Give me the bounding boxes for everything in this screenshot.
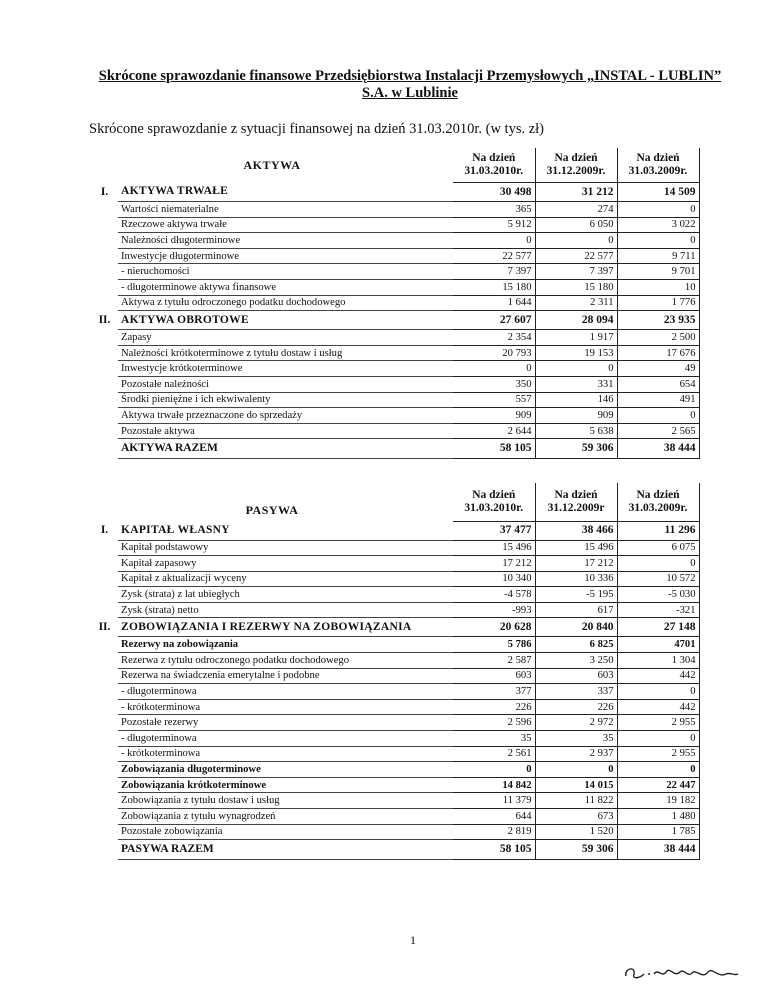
row-roman-numeral — [91, 602, 118, 618]
row-label: Wartości niematerialne — [118, 202, 453, 218]
row-label: Zysk (strata) z lat ubiegłych — [118, 587, 453, 603]
row-value-col2: 2 972 — [535, 715, 617, 731]
row-value-col2: -5 195 — [535, 587, 617, 603]
pasywa-row — [91, 521, 699, 540]
aktywa-row — [91, 361, 699, 377]
row-value-col2: 6 825 — [535, 637, 617, 653]
row-value-col2: 6 050 — [535, 217, 617, 233]
row-label: - krótkoterminowa — [118, 699, 453, 715]
row-value-col2: 1 520 — [535, 824, 617, 840]
row-value-col3: 4701 — [617, 637, 699, 653]
row-value-col2: 14 015 — [535, 777, 617, 793]
row-roman-numeral — [91, 571, 118, 587]
row-value-col1: 27 607 — [453, 311, 535, 330]
row-value-col2: 1 917 — [535, 330, 617, 346]
row-value-col3: 38 444 — [617, 840, 699, 860]
pasywa-header: PASYWA — [245, 503, 299, 517]
row-value-col2: 59 306 — [535, 840, 617, 860]
row-roman-numeral — [91, 392, 118, 408]
row-value-col3: 6 075 — [617, 540, 699, 556]
row-value-col2: 15 496 — [535, 540, 617, 556]
aktywa-header-row — [91, 148, 699, 183]
row-value-col3: 442 — [617, 699, 699, 715]
handwritten-signature — [622, 958, 742, 988]
row-value-col2: 17 212 — [535, 556, 617, 572]
row-roman-numeral — [91, 809, 118, 825]
aktywa-row — [91, 345, 699, 361]
row-value-col2: 0 — [535, 233, 617, 249]
row-label: Rezerwa na świadczenia emerytalne i podobne — [118, 668, 453, 684]
row-roman-numeral — [91, 762, 118, 778]
aktywa-row — [91, 202, 699, 218]
row-value-col3: -5 030 — [617, 587, 699, 603]
row-label: AKTYWA TRWAŁE — [118, 183, 453, 202]
document-subtitle: Skrócone sprawozdanie z sytuacji finansowej na dzień 31.03.2010r. (w tys. zł) — [89, 121, 545, 137]
row-value-col3: 11 296 — [617, 521, 699, 540]
row-label: AKTYWA RAZEM — [118, 439, 453, 459]
aktywa-row — [91, 183, 699, 202]
row-roman-numeral — [91, 715, 118, 731]
row-label: Rezerwy na zobowiązania — [118, 637, 453, 653]
row-value-col3: 2 955 — [617, 715, 699, 731]
row-roman-numeral — [91, 824, 118, 840]
row-label: Zobowiązania długoterminowe — [118, 762, 453, 778]
row-value-col1: 20 628 — [453, 618, 535, 637]
pasywa-row — [91, 762, 699, 778]
row-value-col1: 15 180 — [453, 279, 535, 295]
row-roman-numeral — [91, 295, 118, 311]
row-label: ZOBOWIĄZANIA I REZERWY NA ZOBOWIĄZANIA — [118, 618, 453, 637]
row-value-col2: 35 — [535, 731, 617, 747]
row-value-col2: 31 212 — [535, 183, 617, 202]
row-label: Inwestycje długoterminowe — [118, 248, 453, 264]
row-value-col3: 9 701 — [617, 264, 699, 280]
row-label: - nieruchomości — [118, 264, 453, 280]
row-roman-numeral — [91, 423, 118, 439]
row-roman-numeral — [91, 793, 118, 809]
row-roman-numeral — [91, 699, 118, 715]
row-roman-numeral — [91, 279, 118, 295]
row-value-col2: 10 336 — [535, 571, 617, 587]
row-label: Zysk (strata) netto — [118, 602, 453, 618]
row-value-col1: 226 — [453, 699, 535, 715]
pasywa-row — [91, 809, 699, 825]
row-value-col3: 0 — [617, 762, 699, 778]
pasywa-col-1: Na dzień 31.03.2010r. — [453, 483, 535, 521]
row-roman-numeral — [91, 248, 118, 264]
row-value-col3: 1 480 — [617, 809, 699, 825]
row-label: Pozostałe aktywa — [118, 423, 453, 439]
row-value-col1: 644 — [453, 809, 535, 825]
row-roman-numeral — [91, 233, 118, 249]
row-value-col1: 35 — [453, 731, 535, 747]
row-value-col2: 603 — [535, 668, 617, 684]
row-roman-numeral — [91, 637, 118, 653]
pasywa-header-row — [91, 483, 699, 521]
row-value-col3: 10 572 — [617, 571, 699, 587]
pasywa-row — [91, 571, 699, 587]
pasywa-row — [91, 684, 699, 700]
row-value-col2: 20 840 — [535, 618, 617, 637]
row-roman-numeral — [91, 731, 118, 747]
row-value-col1: 5 912 — [453, 217, 535, 233]
row-roman-numeral — [91, 361, 118, 377]
row-label: - długoterminowa — [118, 684, 453, 700]
row-value-col2: 38 466 — [535, 521, 617, 540]
pasywa-row — [91, 556, 699, 572]
row-value-col2: 11 822 — [535, 793, 617, 809]
row-label: - długoterminowa — [118, 731, 453, 747]
row-value-col1: 2 561 — [453, 746, 535, 762]
aktywa-col-1: Na dzień 31.03.2010r. — [453, 148, 535, 183]
pasywa-row — [91, 824, 699, 840]
pasywa-row — [91, 793, 699, 809]
row-label: Aktywa z tytułu odroczonego podatku dochodowego — [118, 295, 453, 311]
row-value-col2: 22 577 — [535, 248, 617, 264]
row-value-col2: 0 — [535, 361, 617, 377]
row-label: Kapitał podstawowy — [118, 540, 453, 556]
row-label: Zobowiązania z tytułu wynagrodzeń — [118, 809, 453, 825]
row-value-col3: 0 — [617, 684, 699, 700]
row-roman-numeral — [91, 439, 118, 459]
row-label: Zobowiązania z tytułu dostaw i usług — [118, 793, 453, 809]
row-label: Pozostałe rezerwy — [118, 715, 453, 731]
row-value-col2: 337 — [535, 684, 617, 700]
row-value-col3: 2 955 — [617, 746, 699, 762]
pasywa-row — [91, 840, 699, 860]
aktywa-row — [91, 295, 699, 311]
aktywa-row — [91, 439, 699, 459]
row-value-col1: 0 — [453, 762, 535, 778]
row-roman-numeral: II. — [98, 313, 111, 326]
row-value-col1: 30 498 — [453, 183, 535, 202]
row-roman-numeral — [91, 587, 118, 603]
row-value-col1: 5 786 — [453, 637, 535, 653]
row-roman-numeral — [91, 746, 118, 762]
row-value-col2: 673 — [535, 809, 617, 825]
row-value-col1: 603 — [453, 668, 535, 684]
row-roman-numeral: I. — [100, 185, 109, 198]
row-value-col3: 1 785 — [617, 824, 699, 840]
aktywa-row — [91, 376, 699, 392]
row-label: Kapitał z aktualizacji wyceny — [118, 571, 453, 587]
row-value-col2: 7 397 — [535, 264, 617, 280]
row-value-col3: 17 676 — [617, 345, 699, 361]
row-value-col2: 331 — [535, 376, 617, 392]
pasywa-row — [91, 715, 699, 731]
row-value-col3: 654 — [617, 376, 699, 392]
row-roman-numeral — [91, 202, 118, 218]
aktywa-row — [91, 423, 699, 439]
row-value-col3: 0 — [617, 408, 699, 424]
row-value-col1: 20 793 — [453, 345, 535, 361]
row-value-col2: 19 153 — [535, 345, 617, 361]
page-number: 1 — [410, 933, 416, 947]
row-value-col1: 1 644 — [453, 295, 535, 311]
row-value-col2: 5 638 — [535, 423, 617, 439]
row-value-col1: 2 354 — [453, 330, 535, 346]
row-value-col3: 19 182 — [617, 793, 699, 809]
row-value-col3: 3 022 — [617, 217, 699, 233]
row-roman-numeral: II. — [98, 620, 111, 633]
row-roman-numeral — [91, 668, 118, 684]
row-value-col2: 2 311 — [535, 295, 617, 311]
row-value-col3: 0 — [617, 731, 699, 747]
row-value-col3: 1 776 — [617, 295, 699, 311]
row-value-col2: 15 180 — [535, 279, 617, 295]
row-label: AKTYWA OBROTOWE — [118, 311, 453, 330]
aktywa-row — [91, 233, 699, 249]
row-value-col1: 0 — [453, 361, 535, 377]
aktywa-col-3: Na dzień 31.03.2009r. — [617, 148, 699, 183]
row-roman-numeral — [91, 264, 118, 280]
row-value-col2: 0 — [535, 762, 617, 778]
row-value-col2: 909 — [535, 408, 617, 424]
row-value-col2: 3 250 — [535, 653, 617, 669]
row-value-col2: 617 — [535, 602, 617, 618]
row-value-col3: 2 565 — [617, 423, 699, 439]
row-roman-numeral — [91, 345, 118, 361]
pasywa-row — [91, 618, 699, 637]
row-value-col3: 0 — [617, 233, 699, 249]
row-value-col1: 17 212 — [453, 556, 535, 572]
row-value-col1: 0 — [453, 233, 535, 249]
row-value-col3: 0 — [617, 202, 699, 218]
pasywa-row — [91, 540, 699, 556]
aktywa-row — [91, 330, 699, 346]
row-value-col1: 14 842 — [453, 777, 535, 793]
row-value-col3: 0 — [617, 556, 699, 572]
pasywa-col-3: Na dzień 31.03.2009r. — [617, 483, 699, 521]
aktywa-row — [91, 217, 699, 233]
row-roman-numeral — [91, 330, 118, 346]
row-label: Aktywa trwałe przeznaczone do sprzedaży — [118, 408, 453, 424]
row-value-col3: 27 148 — [617, 618, 699, 637]
row-roman-numeral — [91, 777, 118, 793]
row-value-col2: 28 094 — [535, 311, 617, 330]
row-label: Środki pieniężne i ich ekwiwalenty — [118, 392, 453, 408]
row-label: Pozostałe należności — [118, 376, 453, 392]
row-value-col3: 9 711 — [617, 248, 699, 264]
row-label: Kapitał zapasowy — [118, 556, 453, 572]
pasywa-row — [91, 587, 699, 603]
row-value-col1: 58 105 — [453, 439, 535, 459]
pasywa-row — [91, 637, 699, 653]
row-value-col2: 226 — [535, 699, 617, 715]
row-value-col3: 442 — [617, 668, 699, 684]
row-label: Należności krótkoterminowe z tytułu dostaw i usług — [118, 345, 453, 361]
row-value-col1: 377 — [453, 684, 535, 700]
row-label: - długoterminowe aktywa finansowe — [118, 279, 453, 295]
row-value-col1: 2 644 — [453, 423, 535, 439]
aktywa-row — [91, 264, 699, 280]
row-value-col1: 350 — [453, 376, 535, 392]
aktywa-col-2: Na dzień 31.12.2009r. — [535, 148, 617, 183]
row-value-col3: 2 500 — [617, 330, 699, 346]
row-value-col1: 10 340 — [453, 571, 535, 587]
aktywa-row — [91, 408, 699, 424]
aktywa-row — [91, 248, 699, 264]
row-value-col1: 37 477 — [453, 521, 535, 540]
row-value-col2: 59 306 — [535, 439, 617, 459]
row-label: Inwestycje krótkoterminowe — [118, 361, 453, 377]
aktywa-row — [91, 279, 699, 295]
row-label: Należności długoterminowe — [118, 233, 453, 249]
row-value-col3: -321 — [617, 602, 699, 618]
aktywa-header: AKTYWA — [243, 157, 301, 172]
row-value-col3: 22 447 — [617, 777, 699, 793]
row-roman-numeral: I. — [100, 524, 109, 536]
document-title: Skrócone sprawozdanie finansowe Przedsiębiorstwa Instalacji Przemysłowych „INSTAL - LUBLIN” S.A. w Lublinie — [98, 68, 722, 101]
row-roman-numeral — [91, 840, 118, 860]
row-value-col1: 2 819 — [453, 824, 535, 840]
row-label: Pozostałe zobowiązania — [118, 824, 453, 840]
row-value-col3: 1 304 — [617, 653, 699, 669]
row-value-col1: 11 379 — [453, 793, 535, 809]
row-value-col1: 58 105 — [453, 840, 535, 860]
row-roman-numeral — [91, 540, 118, 556]
row-value-col1: 15 496 — [453, 540, 535, 556]
pasywa-row — [91, 731, 699, 747]
row-roman-numeral — [91, 684, 118, 700]
aktywa-row — [91, 392, 699, 408]
row-value-col2: 2 937 — [535, 746, 617, 762]
row-value-col1: 365 — [453, 202, 535, 218]
row-label: Rezerwa z tytułu odroczonego podatku dochodowego — [118, 653, 453, 669]
row-roman-numeral — [91, 408, 118, 424]
row-value-col3: 10 — [617, 279, 699, 295]
row-value-col1: 557 — [453, 392, 535, 408]
pasywa-row — [91, 746, 699, 762]
row-roman-numeral — [91, 217, 118, 233]
pasywa-row — [91, 602, 699, 618]
row-value-col1: 22 577 — [453, 248, 535, 264]
row-value-col1: 909 — [453, 408, 535, 424]
row-label: PASYWA RAZEM — [118, 840, 453, 860]
row-value-col2: 146 — [535, 392, 617, 408]
row-label: - krótkoterminowa — [118, 746, 453, 762]
row-value-col3: 49 — [617, 361, 699, 377]
row-value-col1: 2 596 — [453, 715, 535, 731]
row-value-col1: -4 578 — [453, 587, 535, 603]
row-roman-numeral — [91, 556, 118, 572]
aktywa-table — [91, 148, 700, 459]
row-roman-numeral — [91, 376, 118, 392]
row-label: Zapasy — [118, 330, 453, 346]
row-value-col3: 38 444 — [617, 439, 699, 459]
pasywa-table — [91, 483, 700, 860]
aktywa-row — [91, 311, 699, 330]
row-value-col1: 7 397 — [453, 264, 535, 280]
pasywa-row — [91, 653, 699, 669]
row-label: Rzeczowe aktywa trwałe — [118, 217, 453, 233]
row-label: Zobowiązania krótkoterminowe — [118, 777, 453, 793]
row-value-col2: 274 — [535, 202, 617, 218]
row-value-col1: -993 — [453, 602, 535, 618]
row-value-col3: 14 509 — [617, 183, 699, 202]
pasywa-row — [91, 699, 699, 715]
row-label: KAPITAŁ WŁASNY — [118, 521, 453, 540]
row-value-col3: 491 — [617, 392, 699, 408]
pasywa-row — [91, 668, 699, 684]
row-roman-numeral — [91, 653, 118, 669]
row-value-col3: 23 935 — [617, 311, 699, 330]
row-value-col1: 2 587 — [453, 653, 535, 669]
pasywa-row — [91, 777, 699, 793]
pasywa-col-2: Na dzień 31.12.2009r — [535, 483, 617, 521]
